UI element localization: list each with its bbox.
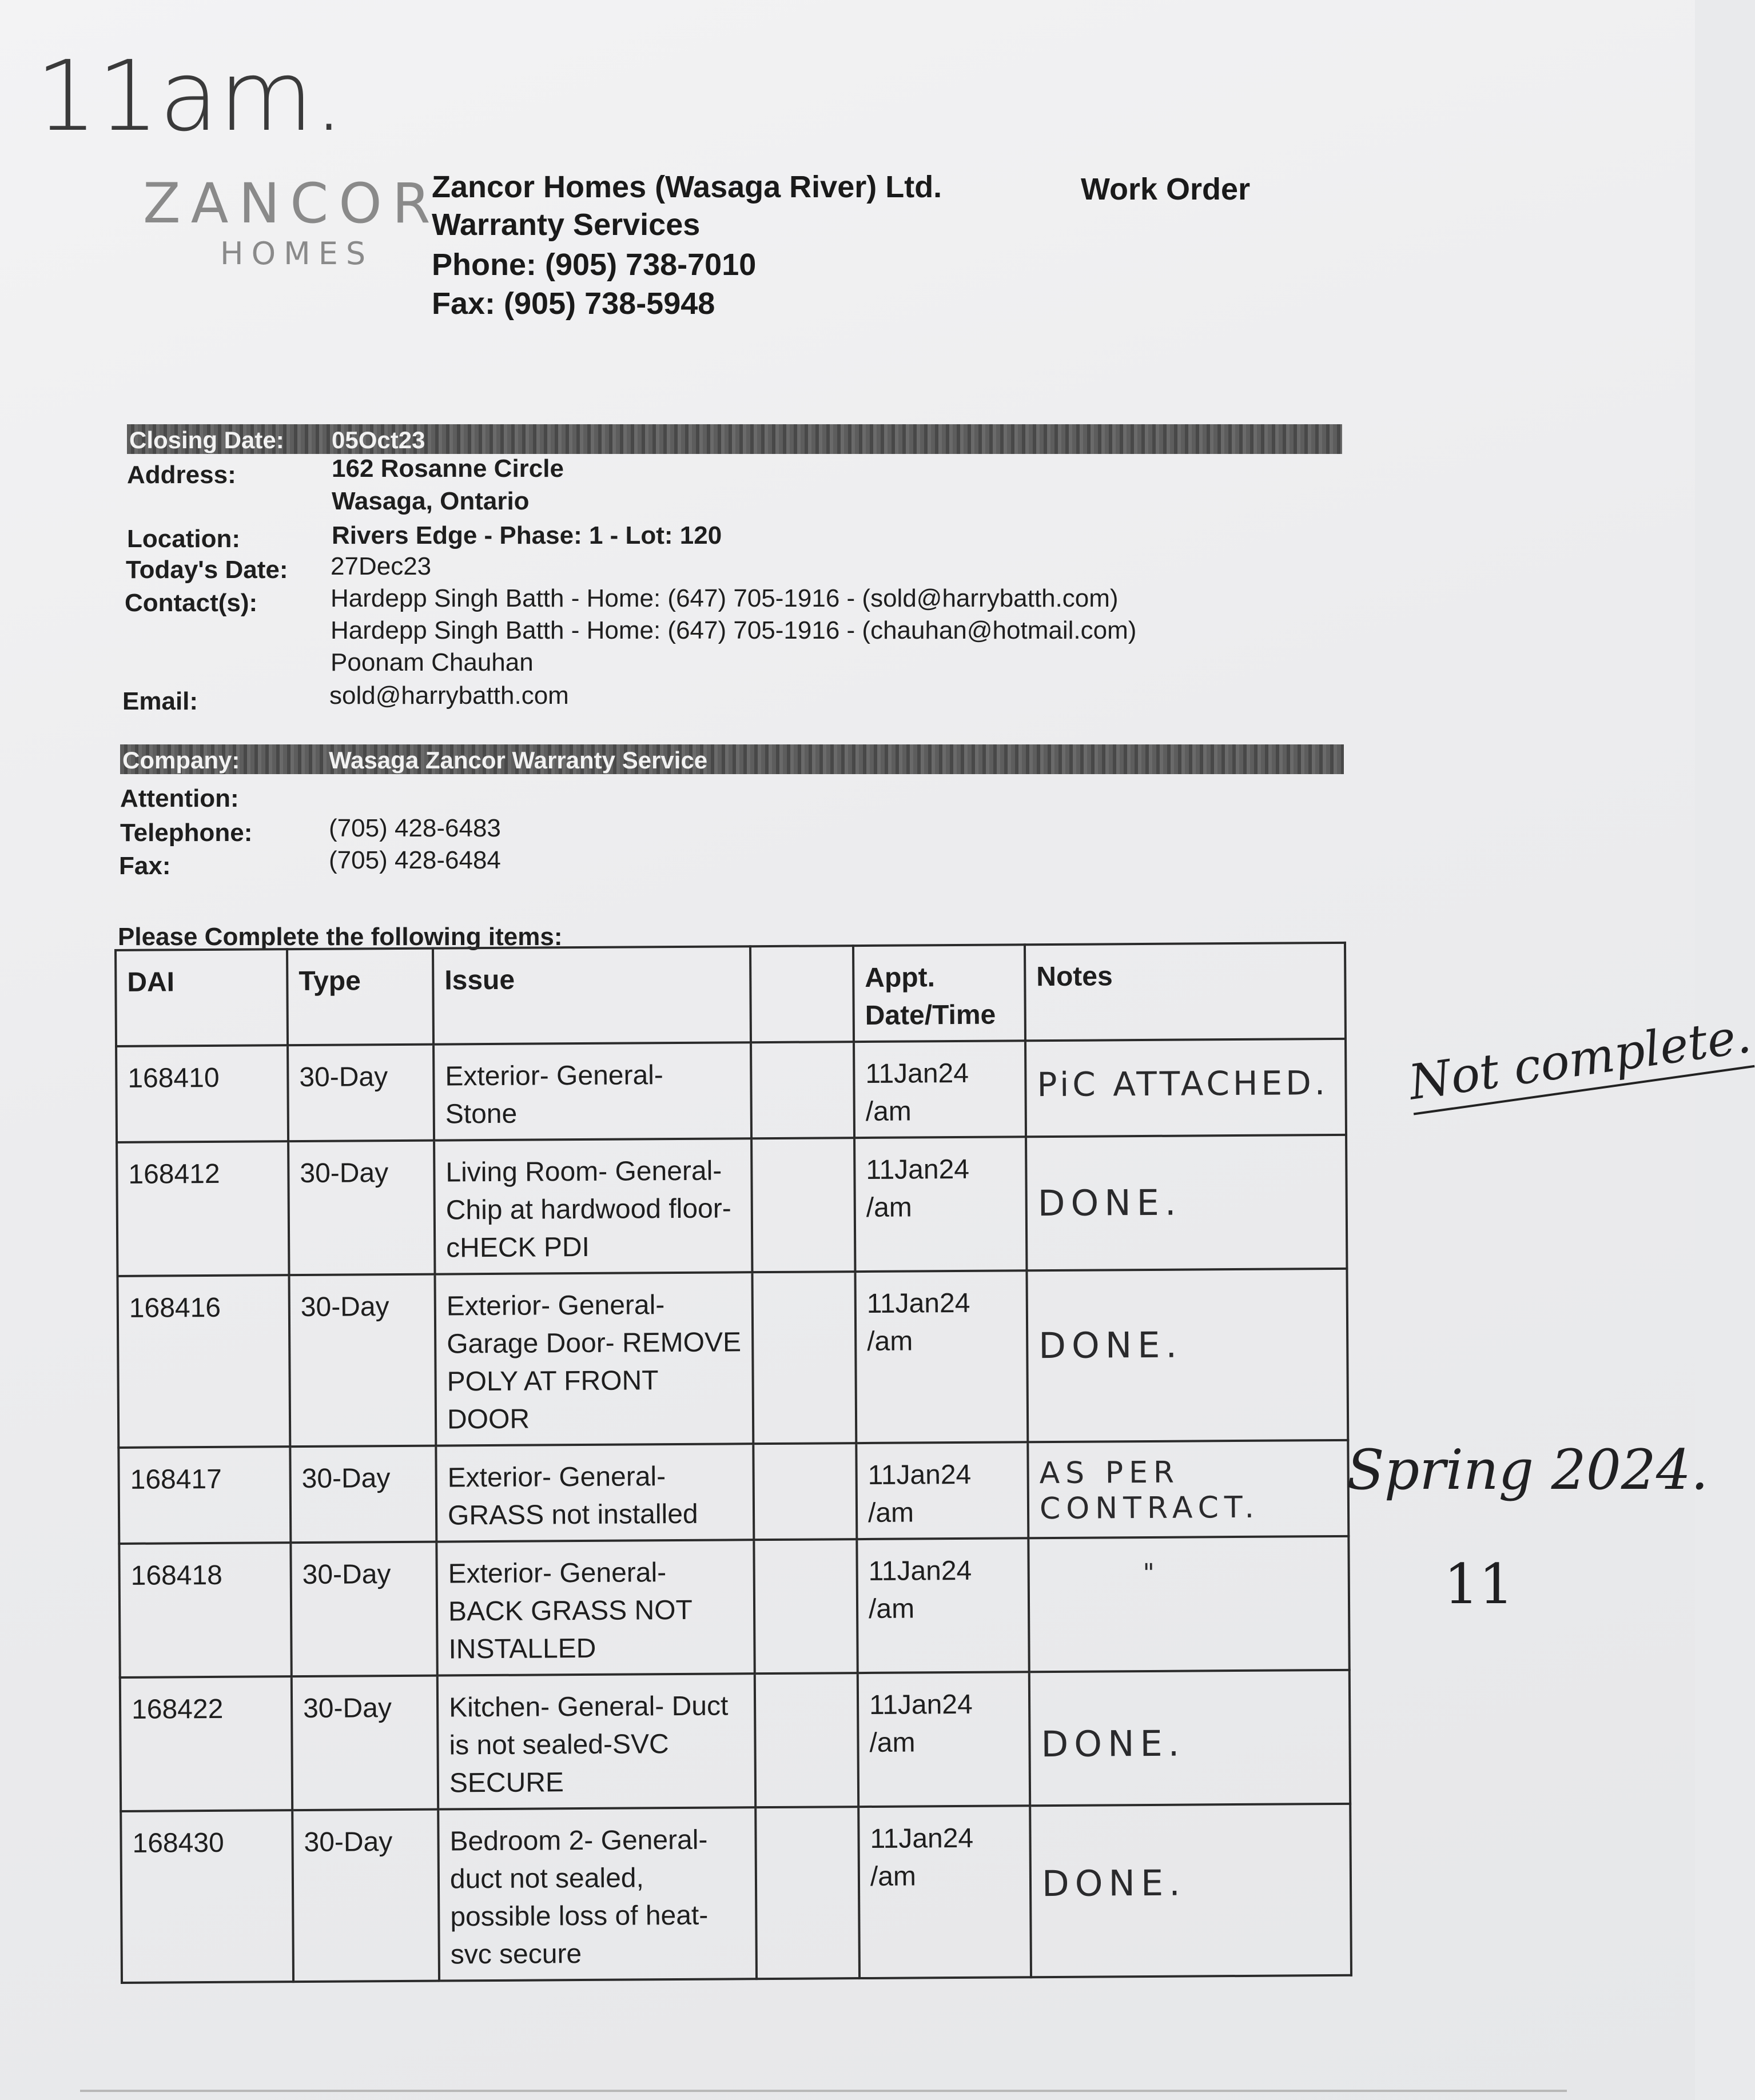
cell-issue: Bedroom 2- General- duct not sealed, possible loss of heat- svc secure <box>438 1807 757 1981</box>
cell-dai: 168417 <box>118 1447 290 1544</box>
table-row <box>117 1135 1347 1276</box>
telephone-label: Telephone: <box>120 819 253 847</box>
cell-type: 30-Day <box>290 1542 437 1677</box>
cell-issue: Exterior- General- Garage Door- REMOVE POLY AT FRONT DOOR <box>435 1272 753 1445</box>
cell-appt: 11Jan24 /am <box>855 1270 1028 1443</box>
cell-issue: Living Room- General- Chip at hardwood floor- cHECK PDI <box>434 1138 752 1274</box>
header-blank <box>750 946 854 1042</box>
cell-notes <box>1028 1536 1349 1672</box>
cell-notes <box>1025 1039 1346 1137</box>
cell-appt: 11Jan24 /am <box>854 1137 1026 1272</box>
cell-type: 30-Day <box>292 1810 439 1982</box>
table-row <box>117 1269 1348 1448</box>
cell-notes <box>1029 1670 1350 1806</box>
cell-appt: 11Jan24 /am <box>856 1442 1028 1539</box>
header-issue: Issue <box>433 946 751 1044</box>
table-row <box>121 1804 1351 1983</box>
cell-appt: 11Jan24 /am <box>854 1041 1026 1138</box>
cell-dai: 168422 <box>120 1676 292 1811</box>
cell-dai: 168418 <box>119 1543 291 1677</box>
cell-type: 30-Day <box>290 1446 436 1543</box>
handwritten-note: DONE. <box>1038 1324 1183 1367</box>
handwritten-note: DONE. <box>1041 1862 1187 1905</box>
company-bar <box>120 744 1344 774</box>
cell-type: 30-Day <box>288 1141 435 1276</box>
todays-date-label: Today's Date: <box>126 556 288 584</box>
todays-date-value: 27Dec23 <box>331 552 432 580</box>
cell-issue: Kitchen- General- Duct is not sealed-SVC SECURE <box>437 1673 755 1809</box>
cell-blank <box>754 1539 857 1673</box>
company-label: Company: <box>122 747 240 774</box>
cell-notes <box>1026 1269 1348 1442</box>
header-type: Type <box>287 949 433 1046</box>
table-row <box>116 1039 1346 1142</box>
cell-notes <box>1030 1804 1351 1977</box>
contact-1: Hardepp Singh Batth - Home: (647) 705-1916 - (sold@harrybatth.com) <box>331 584 1119 612</box>
handwritten-note: DONE. <box>1037 1181 1182 1225</box>
cell-dai: 168410 <box>116 1045 288 1142</box>
fax-value: (705) 428-6484 <box>329 846 501 874</box>
cell-dai: 168412 <box>117 1141 289 1276</box>
handwritten-note: " <box>1143 1558 1161 1588</box>
closing-date-label: Closing Date: <box>129 427 284 453</box>
company-name: Zancor Homes (Wasaga River) Ltd. <box>432 170 942 204</box>
department: Warranty Services <box>432 208 701 242</box>
cell-dai: 168430 <box>121 1810 293 1983</box>
logo-subtitle: HOMES <box>220 236 374 272</box>
cell-blank <box>753 1443 857 1540</box>
table-header-row <box>116 943 1346 1046</box>
handwritten-not-complete: Not complete. <box>1406 1007 1755 1115</box>
header-notes: Notes <box>1025 943 1346 1041</box>
table-row <box>119 1536 1349 1677</box>
handwritten-note: PiC ATTACHED. <box>1037 1063 1329 1105</box>
cell-notes <box>1028 1440 1348 1538</box>
company-value: Wasaga Zancor Warranty Service <box>329 747 708 774</box>
cell-type: 30-Day <box>289 1274 436 1447</box>
email-value: sold@harrybatth.com <box>329 682 569 710</box>
table-row <box>118 1440 1348 1544</box>
handwritten-spring-2024: Spring 2024. <box>1347 1438 1709 1502</box>
table-row <box>120 1670 1350 1811</box>
header-appt: Appt. Date/Time <box>853 945 1025 1042</box>
cell-issue: Exterior- General- Stone <box>433 1042 751 1140</box>
contacts-label: Contact(s): <box>125 589 258 617</box>
contact-2: Hardepp Singh Batth - Home: (647) 705-1916 - (chauhan@hotmail.com) <box>331 616 1137 644</box>
contact-3: Poonam Chauhan <box>331 648 534 676</box>
handwritten-note: AS PER CONTRACT. <box>1039 1455 1260 1527</box>
cell-issue: Exterior- General- BACK GRASS NOT INSTALLED <box>436 1540 754 1675</box>
cell-appt: 11Jan24 /am <box>858 1672 1030 1807</box>
handwritten-time: 11am. <box>35 40 345 153</box>
items-heading: Please Complete the following items: <box>118 923 563 951</box>
fax: Fax: (905) 738-5948 <box>432 286 715 321</box>
attention-label: Attention: <box>120 784 239 812</box>
cell-notes <box>1026 1135 1347 1270</box>
telephone-value: (705) 428-6483 <box>329 814 501 842</box>
cell-appt: 11Jan24 /am <box>858 1806 1031 1978</box>
logo-brand: ZANCOR <box>143 172 441 236</box>
location-value: Rivers Edge - Phase: 1 - Lot: 120 <box>332 521 722 549</box>
cell-blank <box>751 1138 855 1272</box>
cell-type: 30-Day <box>292 1676 438 1811</box>
handwritten-note: DONE. <box>1041 1722 1185 1766</box>
location-label: Location: <box>127 525 240 553</box>
cell-blank <box>755 1673 858 1807</box>
address-line-2: Wasaga, Ontario <box>332 487 530 515</box>
handwritten-ditto-mark: 11 <box>1444 1552 1514 1616</box>
cell-appt: 11Jan24 /am <box>857 1538 1029 1673</box>
cell-blank <box>755 1807 859 1979</box>
cell-type: 30-Day <box>288 1045 434 1142</box>
header-dai: DAI <box>116 949 288 1046</box>
cell-dai: 168416 <box>117 1275 290 1448</box>
address-label: Address: <box>127 461 236 489</box>
fax-label: Fax: <box>119 852 171 880</box>
closing-date-value: 05Oct23 <box>332 427 425 453</box>
footer-rule <box>80 2090 1567 2092</box>
phone: Phone: (905) 738-7010 <box>432 248 757 282</box>
cell-issue: Exterior- General- GRASS not installed <box>436 1444 754 1541</box>
email-label: Email: <box>122 687 198 715</box>
address-line-1: 162 Rosanne Circle <box>332 455 564 483</box>
closing-date-bar <box>127 424 1342 454</box>
document-type: Work Order <box>1081 172 1251 206</box>
work-order-table <box>114 942 1352 1984</box>
cell-blank <box>751 1042 854 1138</box>
cell-blank <box>752 1272 856 1444</box>
